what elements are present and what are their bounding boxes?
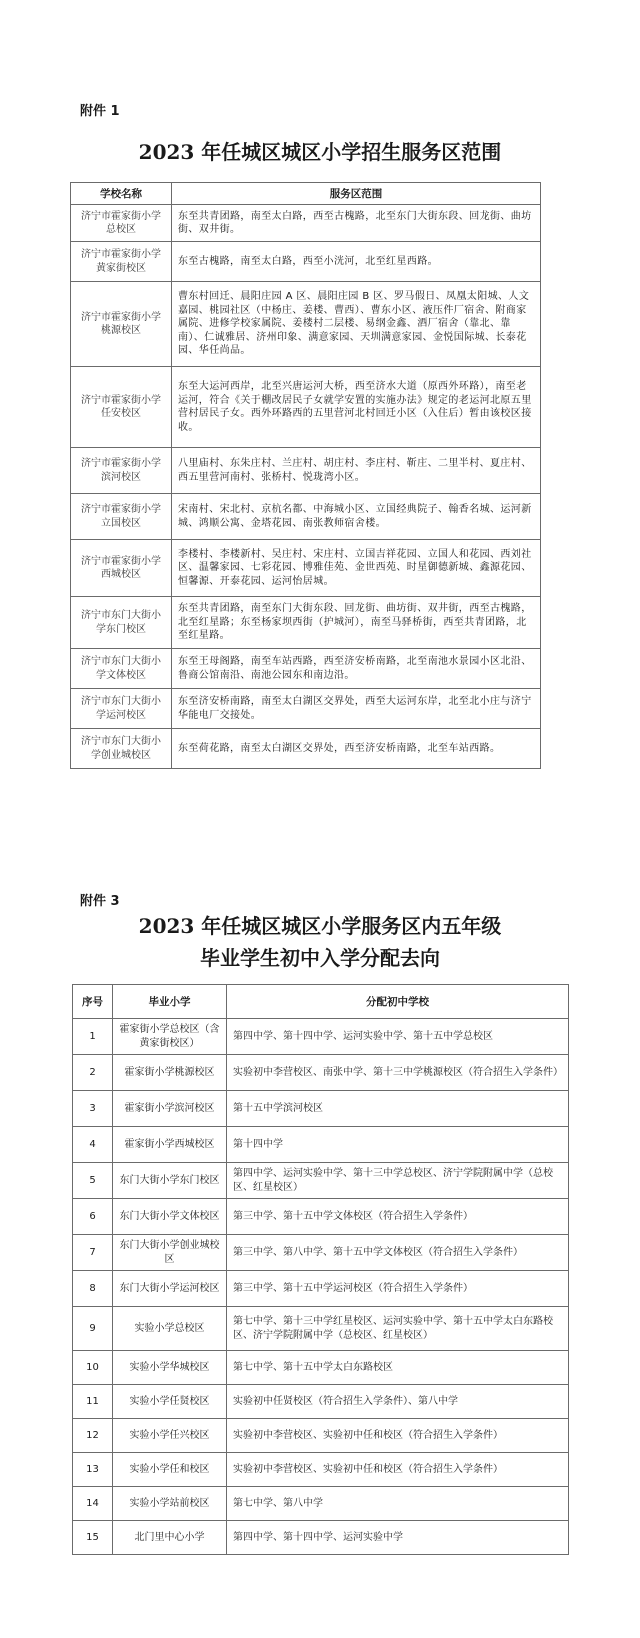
middle-school-cell: 第七中学、第八中学 xyxy=(227,1487,569,1521)
primary-school-cell: 霍家街小学总校区（含黄家街校区） xyxy=(113,1019,227,1055)
primary-school-cell: 东门大街小学创业城校区 xyxy=(113,1235,227,1271)
primary-school-cell: 实验小学任和校区 xyxy=(113,1453,227,1487)
row-number: 9 xyxy=(73,1307,113,1351)
middle-school-cell: 第四中学、第十四中学、运河实验中学、第十五中学总校区 xyxy=(227,1019,569,1055)
primary-school-cell: 霍家街小学滨河校区 xyxy=(113,1091,227,1127)
school-cell: 济宁市霍家街小学总校区 xyxy=(71,205,172,242)
area-cell: 李楼村、李楼新村、吴庄村、宋庄村、立国吉祥花园、立国人和花园、西刘社区、温馨家园、七彩花园、博雅佳苑、金世西苑、时星御德新城、鑫源花园、恒馨源、开泰花园、运河怡居城。 xyxy=(172,540,541,597)
table-row xyxy=(71,205,541,242)
row-number: 8 xyxy=(73,1271,113,1307)
primary-school-cell: 实验小学任兴校区 xyxy=(113,1419,227,1453)
annex1-title: 2023 年任城区城区小学招生服务区范围 xyxy=(138,140,502,164)
table-row xyxy=(71,649,541,689)
annex1-table xyxy=(70,182,541,769)
middle-school-cell: 第七中学、第十三中学红星校区、运河实验中学、第十五中学太白东路校区、济宁学院附属中学（总校区、红星校区） xyxy=(227,1307,569,1351)
row-number: 14 xyxy=(73,1487,113,1521)
table-row xyxy=(73,1127,569,1163)
header-school-name: 学校名称 xyxy=(71,183,172,205)
middle-school-cell: 实验初中李营校区、实验初中任和校区（符合招生入学条件） xyxy=(227,1419,569,1453)
school-cell: 济宁市霍家街小学滨河校区 xyxy=(71,448,172,494)
school-cell: 济宁市东门大街小学东门校区 xyxy=(71,597,172,649)
school-cell: 济宁市霍家街小学任安校区 xyxy=(71,367,172,448)
middle-school-cell: 第七中学、第十五中学太白东路校区 xyxy=(227,1351,569,1385)
table-row xyxy=(71,242,541,282)
primary-school-cell: 霍家街小学桃源校区 xyxy=(113,1055,227,1091)
primary-school-cell: 东门大街小学运河校区 xyxy=(113,1271,227,1307)
annex3-header-row xyxy=(73,985,569,1019)
header-number: 序号 xyxy=(73,985,113,1019)
row-number: 12 xyxy=(73,1419,113,1453)
middle-school-cell: 第三中学、第十五中学文体校区（符合招生入学条件） xyxy=(227,1199,569,1235)
table-row xyxy=(71,367,541,448)
area-cell: 曹东村回迁、晨阳庄园 A 区、晨阳庄园 B 区、罗马假日、凤凰太阳城、人文嘉园、桃园社区（中杨庄、姜楼、曹西）、曹东小区、液压件厂宿舍、附商家属院、进修学校家属院、姜楼村二层楼、易纲金鑫、酒厂宿舍（靠北、靠南）、仁诚雅居、济州印象、满意家园、天圳满意家园、金悦国际城、长泰花园、华任尚品。 xyxy=(172,282,541,367)
middle-school-cell: 第四中学、运河实验中学、第十三中学总校区、济宁学院附属中学（总校区、红星校区） xyxy=(227,1163,569,1199)
primary-school-cell: 实验小学华城校区 xyxy=(113,1351,227,1385)
middle-school-cell: 实验初中李营校区、实验初中任和校区（符合招生入学条件） xyxy=(227,1453,569,1487)
row-number: 2 xyxy=(73,1055,113,1091)
table-row xyxy=(73,1487,569,1521)
primary-school-cell: 东门大街小学文体校区 xyxy=(113,1199,227,1235)
header-primary-school: 毕业小学 xyxy=(113,985,227,1019)
table-row xyxy=(71,597,541,649)
annex1-label: 附件 1 xyxy=(80,104,120,119)
table-row xyxy=(73,1235,569,1271)
table-row xyxy=(73,1271,569,1307)
area-cell: 东至共青团路，南至太白路，西至古槐路，北至东门大街东段、回龙街、曲坊街、双井街。 xyxy=(172,205,541,242)
middle-school-cell: 第十四中学 xyxy=(227,1127,569,1163)
school-cell: 济宁市霍家街小学桃源校区 xyxy=(71,282,172,367)
row-number: 10 xyxy=(73,1351,113,1385)
table-row xyxy=(73,1419,569,1453)
school-cell: 济宁市东门大街小学文体校区 xyxy=(71,649,172,689)
primary-school-cell: 北门里中心小学 xyxy=(113,1521,227,1555)
table-row xyxy=(73,1091,569,1127)
school-cell: 济宁市霍家街小学黄家街校区 xyxy=(71,242,172,282)
table-row xyxy=(73,1199,569,1235)
area-cell: 八里庙村、东朱庄村、兰庄村、胡庄村、李庄村、靳庄、二里半村、夏庄村、西五里营河南村、张桥村、悦珑湾小区。 xyxy=(172,448,541,494)
primary-school-cell: 东门大街小学东门校区 xyxy=(113,1163,227,1199)
annex3-table xyxy=(72,984,569,1555)
middle-school-cell: 第三中学、第十五中学运河校区（符合招生入学条件） xyxy=(227,1271,569,1307)
area-cell: 东至古槐路，南至太白路，西至小洸河，北至红星西路。 xyxy=(172,242,541,282)
table-row xyxy=(73,1163,569,1199)
school-cell: 济宁市霍家街小学西城校区 xyxy=(71,540,172,597)
table-row xyxy=(73,1453,569,1487)
table-row xyxy=(73,1307,569,1351)
area-cell: 东至共青团路，南至东门大街东段、回龙街、曲坊街、双井街，西至古槐路，北至红星路；东至杨家坝西街（护城河），南至马驿桥街，西至共青团路，北至红星路。 xyxy=(172,597,541,649)
row-number: 5 xyxy=(73,1163,113,1199)
area-cell: 宋南村、宋北村、京杭名都、中海城小区、立国经典院子、翰香名城、运河新城、鸿顺公寓、金塔花园、南张教师宿舍楼。 xyxy=(172,494,541,540)
primary-school-cell: 实验小学站前校区 xyxy=(113,1487,227,1521)
row-number: 11 xyxy=(73,1385,113,1419)
primary-school-cell: 霍家街小学西城校区 xyxy=(113,1127,227,1163)
area-cell: 东至荷花路，南至太白湖区交界处，西至济安桥南路，北至车站西路。 xyxy=(172,729,541,769)
row-number: 6 xyxy=(73,1199,113,1235)
area-cell: 东至大运河西岸，北至兴唐运河大桥，西至济水大道（原西外环路），南至老运河，符合《关于棚改居民子女就学安置的实施办法》规定的老运河北原五里营村居民子女。西外环路西的五里营河北村回迁小区（入住后）暂由该校区接收。 xyxy=(172,367,541,448)
row-number: 4 xyxy=(73,1127,113,1163)
table-row xyxy=(73,1385,569,1419)
table-row xyxy=(73,1019,569,1055)
table-row xyxy=(71,448,541,494)
header-middle-school: 分配初中学校 xyxy=(227,985,569,1019)
middle-school-cell: 第十五中学滨河校区 xyxy=(227,1091,569,1127)
row-number: 1 xyxy=(73,1019,113,1055)
annex3-label: 附件 3 xyxy=(80,894,120,909)
area-cell: 东至济安桥南路，南至太白湖区交界处，西至大运河东岸，北至北小庄与济宁华能电厂交接处。 xyxy=(172,689,541,729)
area-cell: 东至王母阁路，南至车站西路，西至济安桥南路，北至南池水景园小区北沿、鲁商公馆南沿、南池公园东和南边沿。 xyxy=(172,649,541,689)
annex3-title-line2: 毕业学生初中入学分配去向 xyxy=(200,946,440,970)
primary-school-cell: 实验小学任贤校区 xyxy=(113,1385,227,1419)
row-number: 15 xyxy=(73,1521,113,1555)
school-cell: 济宁市霍家街小学立国校区 xyxy=(71,494,172,540)
middle-school-cell: 第三中学、第八中学、第十五中学文体校区（符合招生入学条件） xyxy=(227,1235,569,1271)
table-row xyxy=(71,494,541,540)
table-row xyxy=(71,729,541,769)
table-row xyxy=(73,1055,569,1091)
annex1-header-row xyxy=(71,183,541,205)
school-cell: 济宁市东门大街小学运河校区 xyxy=(71,689,172,729)
table-row xyxy=(71,689,541,729)
row-number: 7 xyxy=(73,1235,113,1271)
table-row xyxy=(73,1351,569,1385)
middle-school-cell: 实验初中任贤校区（符合招生入学条件）、第八中学 xyxy=(227,1385,569,1419)
header-service-area: 服务区范围 xyxy=(172,183,541,205)
primary-school-cell: 实验小学总校区 xyxy=(113,1307,227,1351)
middle-school-cell: 实验初中李营校区、南张中学、第十三中学桃源校区（符合招生入学条件） xyxy=(227,1055,569,1091)
table-row xyxy=(71,282,541,367)
table-row xyxy=(71,540,541,597)
school-cell: 济宁市东门大街小学创业城校区 xyxy=(71,729,172,769)
middle-school-cell: 第四中学、第十四中学、运河实验中学 xyxy=(227,1521,569,1555)
table-row xyxy=(73,1521,569,1555)
row-number: 3 xyxy=(73,1091,113,1127)
annex3-title-line1: 2023 年任城区城区小学服务区内五年级 xyxy=(138,914,502,938)
row-number: 13 xyxy=(73,1453,113,1487)
